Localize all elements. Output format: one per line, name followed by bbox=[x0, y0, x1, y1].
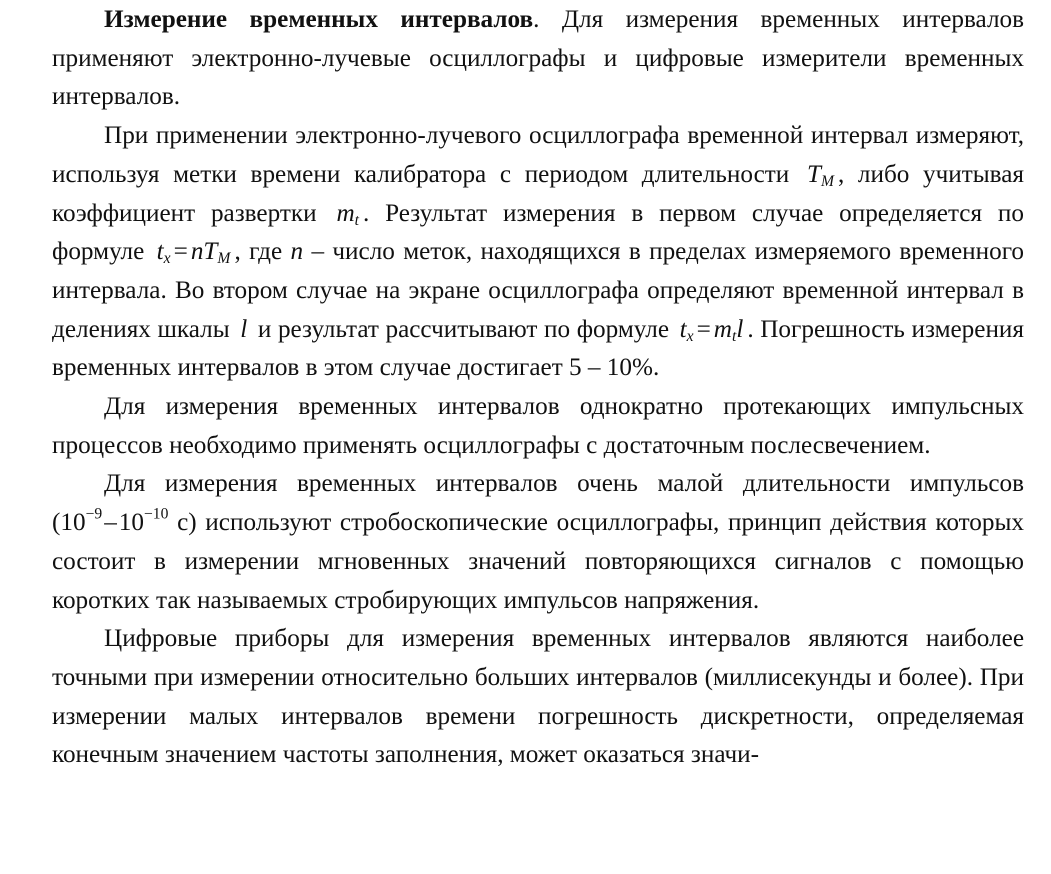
math-symbol: t bbox=[679, 315, 687, 343]
math-subscript: t bbox=[731, 327, 737, 345]
math-symbol: T bbox=[203, 238, 218, 266]
math-number: 10 bbox=[118, 509, 144, 537]
paragraph-2-text-3: . Результат измерения в первом случае определяется по формуле bbox=[52, 199, 1024, 266]
math-subscript: x bbox=[686, 327, 694, 345]
math-symbol: n bbox=[290, 238, 304, 266]
formula-tx-ntm bbox=[153, 238, 235, 268]
math-operator: – bbox=[104, 509, 117, 537]
paragraph-5 bbox=[52, 620, 1024, 775]
math-subscript: t bbox=[354, 211, 359, 229]
math-symbol: l bbox=[736, 315, 744, 343]
paragraph-1-text: . Для измерения временных интервалов применяют электронно-лучевые осциллографы и цифровые измерители временных интервалов. bbox=[52, 6, 1024, 111]
paragraph-2-text-1: При применении электронно-лучевого осциллографа временной интервал измеряют, используя метки времени калибратора с периодом длительности bbox=[52, 122, 1024, 188]
section-heading: Измерение временных интервалов bbox=[104, 6, 534, 33]
math-bracket: ( bbox=[52, 509, 61, 537]
paragraph-2 bbox=[52, 117, 1024, 388]
paragraph-2-text-2: , либо учитывая коэффициент развертки bbox=[52, 160, 1025, 227]
math-symbol: n bbox=[190, 238, 204, 266]
math-subscript: x bbox=[163, 250, 171, 268]
paragraph-3-text: Для измерения временных интервалов однократно протекающих импульсных процессов необходимо применять осциллографы с достаточным послесвечением. bbox=[52, 393, 1024, 459]
math-symbol: t bbox=[156, 238, 164, 266]
math-subscript: M bbox=[820, 172, 834, 190]
paragraph-2-text-5: – число меток, находящихся в пределах измеряемого временного интервала. Во втором случае на экране осциллографа определяют временной интервал в делениях шкалы bbox=[52, 238, 1025, 343]
formula-mt bbox=[332, 200, 363, 227]
paragraph-1 bbox=[52, 1, 1024, 117]
math-operator: = bbox=[696, 315, 711, 343]
paragraph-4-text-1: Для измерения временных интервалов очень малой длительности импульсов bbox=[104, 470, 1024, 498]
paragraph-4 bbox=[52, 465, 1024, 620]
paragraph-3 bbox=[52, 388, 1024, 465]
math-subscript: M bbox=[217, 250, 231, 268]
math-exponent: −9 bbox=[85, 505, 103, 523]
formula-range bbox=[52, 505, 169, 537]
math-number: 10 bbox=[60, 509, 86, 537]
paragraph-2-text-4: , где bbox=[234, 238, 283, 266]
formula-tm bbox=[803, 161, 838, 188]
formula-l: l bbox=[240, 315, 248, 343]
math-exponent: −10 bbox=[143, 505, 169, 523]
math-symbol: m bbox=[336, 199, 355, 227]
paragraph-2-text-7: . Погрешность измерения временных интервалов в этом случае достигает 5 – 10%. bbox=[52, 315, 1025, 382]
paragraph-5-text: Цифровые приборы для измерения временных интервалов являются наиболее точными при измерении относительно больших интервалов (миллисекунды и более). При измерении малых интервалов времени погрешность дискретности, определяемая конечным значением частоты заполнения, может оказаться значи- bbox=[52, 625, 1024, 769]
math-symbol: T bbox=[806, 160, 821, 188]
paragraph-4-text-2: с) используют стробоскопические осциллографы, принцип действия которых состоит в измерении мгновенных значений повторяющихся сигналов с помощью коротких так называемых стробирующих импульсов напряжения. bbox=[52, 509, 1024, 614]
math-operator: = bbox=[173, 238, 188, 266]
math-symbol: m bbox=[713, 315, 732, 343]
paragraph-2-text-6: и результат рассчитывают по формуле bbox=[257, 315, 670, 343]
formula-tx-mtl bbox=[676, 316, 748, 343]
